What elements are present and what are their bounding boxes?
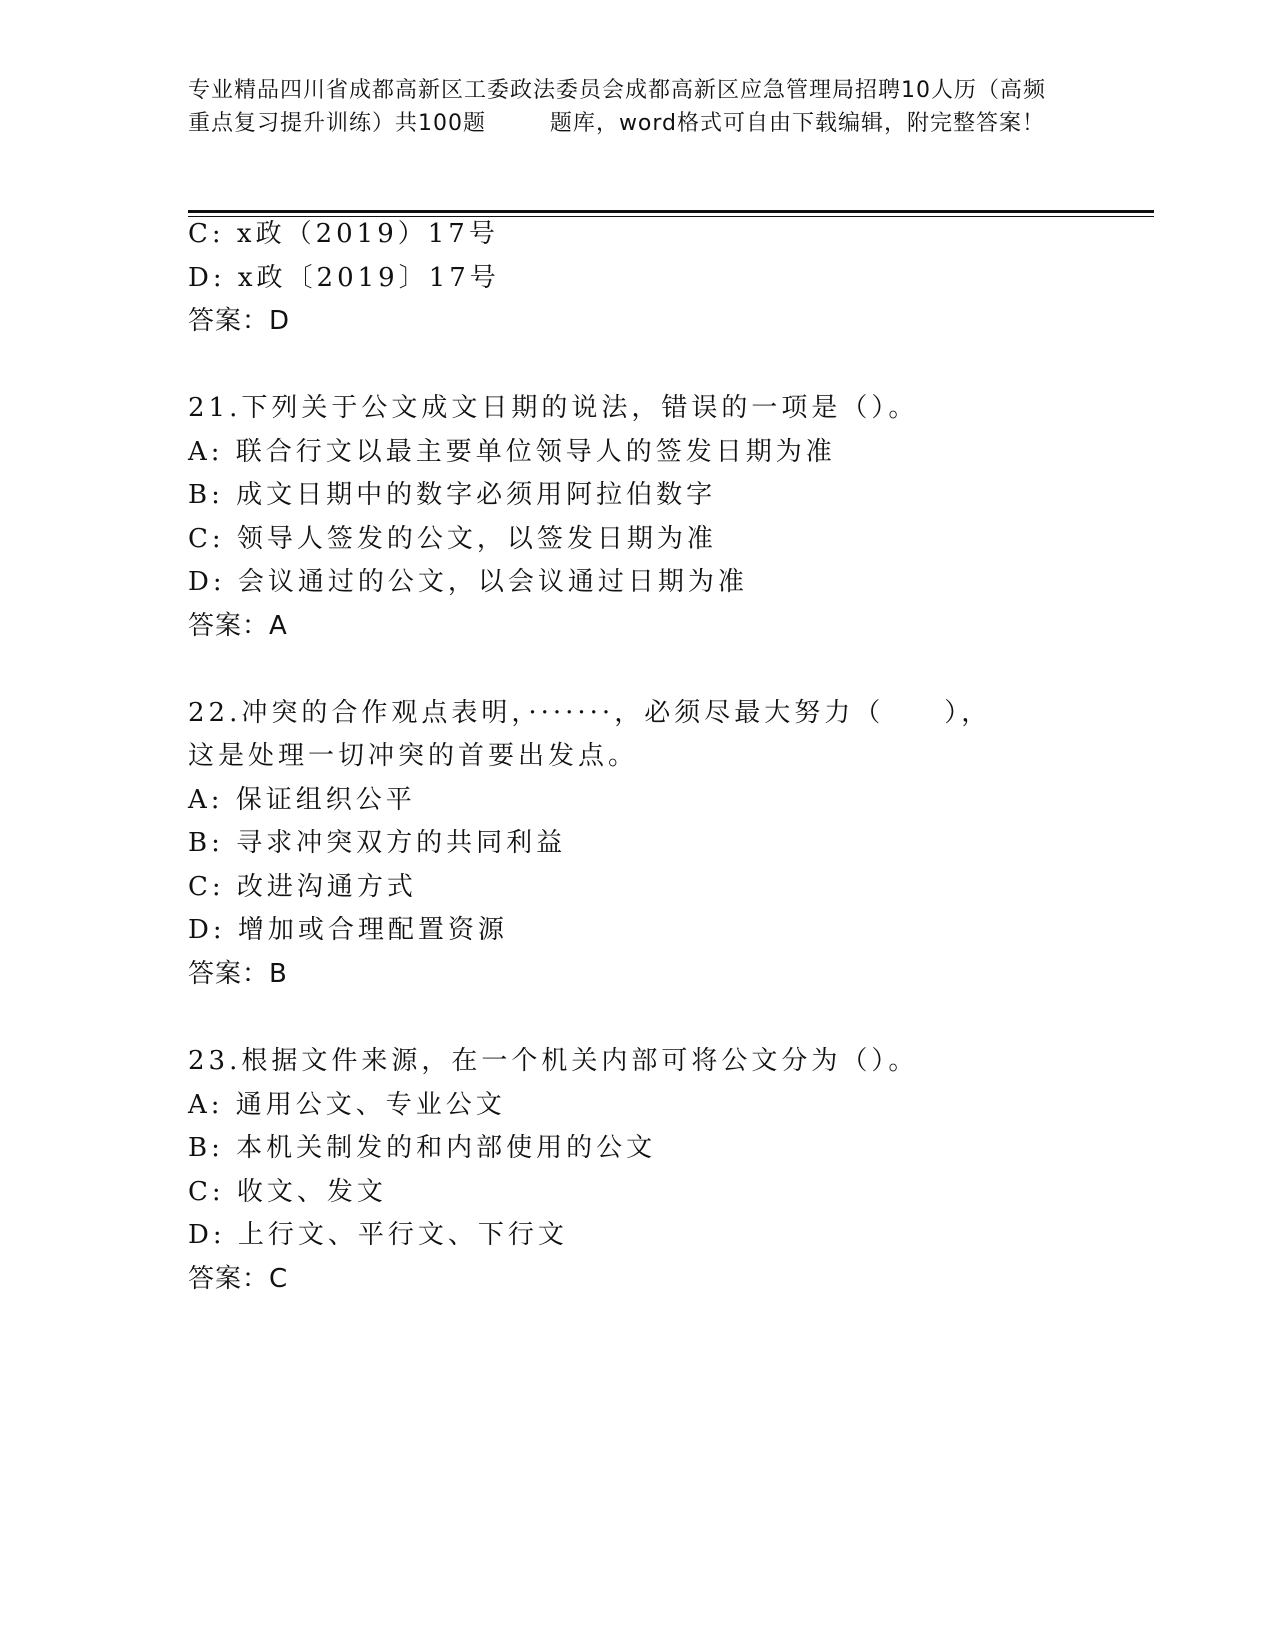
- option-a: A: 保证组织公平: [188, 785, 416, 815]
- question-stem: 22.冲突的合作观点表明，·······，必须尽最大努力（ ），: [188, 698, 992, 728]
- question-stem: 23.根据文件来源，在一个机关内部可将公文分为（）。: [188, 1046, 919, 1076]
- question-stem-continued: 这是处理一切冲突的首要出发点。: [188, 741, 639, 771]
- option-c: C: 改进沟通方式: [188, 872, 417, 902]
- answer-label: 答案：B: [188, 959, 288, 989]
- answer-label: 答案：C: [188, 1264, 289, 1294]
- option-d: D: x政〔2019〕17号: [188, 263, 500, 293]
- header-rule-thick: [188, 210, 1154, 213]
- option-a: A: 联合行文以最主要单位领导人的签发日期为准: [188, 437, 836, 467]
- answer-label: 答案：D: [188, 306, 291, 336]
- answer-label: 答案：A: [188, 611, 288, 641]
- option-a: A: 通用公文、专业公文: [188, 1090, 506, 1120]
- option-b: B: 寻求冲突双方的共同利益: [188, 828, 567, 858]
- option-c: C: x政（2019）17号: [188, 219, 499, 249]
- option-c: C: 领导人签发的公文，以签发日期为准: [188, 524, 717, 554]
- document-header: 专业精品四川省成都高新区工委政法委员会成都高新区应急管理局招聘10人历（高频重点复习提升训练）共100题 题库，word格式可自由下载编辑，附完整答案！: [188, 78, 1046, 136]
- option-d: D: 上行文、平行文、下行文: [188, 1220, 568, 1250]
- option-b: B: 成文日期中的数字必须用阿拉伯数字: [188, 480, 717, 510]
- option-b: B: 本机关制发的和内部使用的公文: [188, 1133, 657, 1163]
- option-c: C: 收文、发文: [188, 1177, 387, 1207]
- option-d: D: 增加或合理配置资源: [188, 915, 508, 945]
- question-stem: 21.下列关于公文成文日期的说法，错误的一项是（）。: [188, 393, 919, 423]
- option-d: D: 会议通过的公文，以会议通过日期为准: [188, 567, 748, 597]
